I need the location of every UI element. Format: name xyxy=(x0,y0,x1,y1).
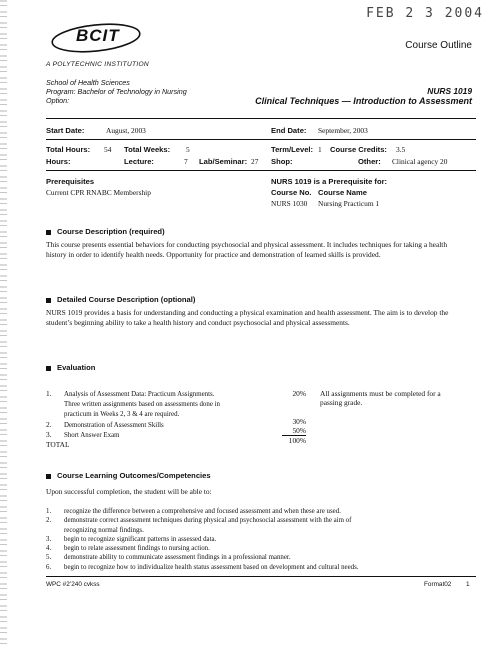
outcome-text: begin to relate assessment findings to nursing action. xyxy=(64,545,210,553)
outcome-item xyxy=(46,535,476,544)
evaluation-row-number: 1. xyxy=(46,389,52,398)
prereq-course-name: Nursing Practicum 1 xyxy=(318,199,380,208)
course-credits-label: Course Credits: xyxy=(330,145,387,154)
prerequisite-for-heading: NURS 1019 is a Prerequisite for: xyxy=(271,177,388,186)
term-level-label: Term/Level: xyxy=(271,145,314,154)
evaluation-total-row xyxy=(46,440,306,449)
start-date-label: Start Date: xyxy=(46,126,85,135)
evaluation-row-number: 3. xyxy=(46,429,52,439)
school-name: School of Health Sciences xyxy=(46,78,130,87)
outcome-item xyxy=(46,553,476,562)
evaluation-row xyxy=(46,420,306,430)
scan-edge-artifact xyxy=(0,0,7,647)
bcit-logo xyxy=(48,14,146,58)
detailed-description-text: NURS 1019 provides a basis for understanding and conducting a physical examination and health assessment. The aim is to develop the student’s beginning ability to take a health history and conduct psychosocial and physical assessments. xyxy=(46,308,449,327)
outcome-text: demonstrate ability to communicate assessment findings in a professional manner. xyxy=(64,554,291,562)
outcome-text: recognize the difference between a comprehensive and focused assessment and when these are used. xyxy=(64,508,341,515)
total-weeks-value: 5 xyxy=(186,145,190,154)
evaluation-row xyxy=(46,389,306,399)
evaluation-percent xyxy=(282,398,306,407)
total-hours-label: Total Hours: xyxy=(46,145,91,154)
prereq-course-no: NURS 1030 xyxy=(271,199,308,208)
hours-label: Hours: xyxy=(46,157,71,166)
outcome-text: recognizing normal findings. xyxy=(64,526,144,534)
evaluation-row-text: practicum in Weeks 2, 3 & 4 are required. xyxy=(64,411,180,419)
outcome-item xyxy=(46,526,476,535)
outcome-number: 2. xyxy=(46,517,52,525)
course-no-header: Course No. xyxy=(271,188,312,197)
option-label: Option: xyxy=(46,96,70,105)
section-bullet-icon xyxy=(46,298,51,303)
outcomes-title: Course Learning Outcomes/Competencies xyxy=(57,471,211,480)
institution-tagline: A POLYTECHNIC INSTITUTION xyxy=(46,61,149,68)
header-divider xyxy=(46,118,476,119)
footer-page-number: 1 xyxy=(466,581,470,588)
end-date-value: September, 2003 xyxy=(318,126,368,135)
course-title: Clinical Techniques — Introduction to Assessment xyxy=(255,96,472,106)
detailed-description-title: Detailed Course Description (optional) xyxy=(57,295,196,304)
detailed-description-heading xyxy=(46,295,195,304)
evaluation-title: Evaluation xyxy=(57,363,96,372)
evaluation-note: All assignments must be completed for a passing grade. xyxy=(320,389,441,408)
hours-divider xyxy=(46,170,476,171)
course-code: NURS 1019 xyxy=(427,86,472,96)
outcome-number: 1. xyxy=(46,508,52,515)
outcomes-list xyxy=(46,507,476,572)
start-date-value: August, 2003 xyxy=(106,126,146,135)
evaluation-heading xyxy=(46,363,95,372)
term-level-value: 1 xyxy=(318,145,322,154)
lab-seminar-value: 27 xyxy=(251,157,259,166)
evaluation-percent: 30% xyxy=(292,416,306,426)
received-date-stamp: FEB 2 3 2004 xyxy=(366,6,484,21)
evaluation-percent: 50% xyxy=(282,426,306,436)
outcome-number: 6. xyxy=(46,563,52,571)
total-hours-value: 54 xyxy=(104,145,112,154)
footer-document-id: WPC #2’240 cvkss xyxy=(46,581,100,588)
shop-label: Shop: xyxy=(271,157,293,166)
document-type: Course Outline xyxy=(405,40,472,51)
evaluation-row xyxy=(46,409,306,419)
outcome-item xyxy=(46,516,476,525)
footer-divider xyxy=(46,576,476,577)
footer-format: Format02 xyxy=(424,581,452,588)
total-weeks-label: Total Weeks: xyxy=(124,145,171,154)
evaluation-total-value: 100% xyxy=(288,435,306,445)
evaluation-total-label: TOTAL xyxy=(46,440,70,450)
section-bullet-icon xyxy=(46,474,51,479)
program-name: Program: Bachelor of Technology in Nursing xyxy=(46,87,187,96)
course-name-header: Course Name xyxy=(318,188,367,197)
evaluation-row-text: Three written assignments based on assessments done in xyxy=(64,401,220,409)
section-bullet-icon xyxy=(46,366,51,371)
bcit-logo-text: BCIT xyxy=(76,26,120,45)
outcome-item xyxy=(46,507,476,516)
end-date-label: End Date: xyxy=(271,126,307,135)
lecture-label: Lecture: xyxy=(124,157,154,166)
course-description-title: Course Description (required) xyxy=(57,227,165,236)
outcomes-intro: Upon successful completion, the student will be able to: xyxy=(46,487,212,496)
evaluation-row xyxy=(46,399,306,409)
evaluation-row-text: Analysis of Assessment Data: Practicum Assignments. xyxy=(64,391,215,398)
outcomes-heading xyxy=(46,471,211,480)
evaluation-percent: 20% xyxy=(292,389,306,398)
outcome-text: demonstrate correct assessment techniques during physical and psychosocial assessment with the aim of xyxy=(64,517,352,525)
prerequisite-item: Current CPR RNABC Membership xyxy=(46,188,151,197)
outcome-item xyxy=(46,563,476,572)
outcome-item xyxy=(46,544,476,553)
lab-seminar-label: Lab/Seminar: xyxy=(199,157,248,166)
other-label: Other: xyxy=(358,157,381,166)
evaluation-row-number: 2. xyxy=(46,419,52,429)
evaluation-row-text: Demonstration of Assessment Skills xyxy=(64,421,164,429)
course-credits-value: 3.5 xyxy=(396,145,406,154)
other-value: Clinical agency 20 xyxy=(392,157,448,166)
course-description-heading xyxy=(46,227,165,236)
evaluation-row-text: Short Answer Exam xyxy=(64,431,120,439)
outcome-number: 4. xyxy=(46,545,52,553)
outcome-text: begin to recognize how to individualize health status assessment based on development and cultural needs. xyxy=(64,563,359,571)
evaluation-list xyxy=(46,389,306,449)
evaluation-percent xyxy=(282,407,306,416)
details-divider xyxy=(46,139,476,140)
course-description-text: This course presents essential behaviors for conducting psychosocial and physical assessment. It includes techniques for taking a health history in order to identify health needs. Opportunity for practice and demonstration of learned skills is provided. xyxy=(46,240,448,259)
outcome-number: 3. xyxy=(46,535,52,543)
evaluation-row xyxy=(46,430,306,440)
prerequisites-heading: Prerequisites xyxy=(46,177,95,186)
evaluation-percent-column xyxy=(282,389,306,445)
section-bullet-icon xyxy=(46,230,51,235)
lecture-value: 7 xyxy=(184,157,188,166)
outcome-number: 5. xyxy=(46,554,52,562)
outcome-text: begin to recognize significant patterns in assessed data. xyxy=(64,535,217,543)
